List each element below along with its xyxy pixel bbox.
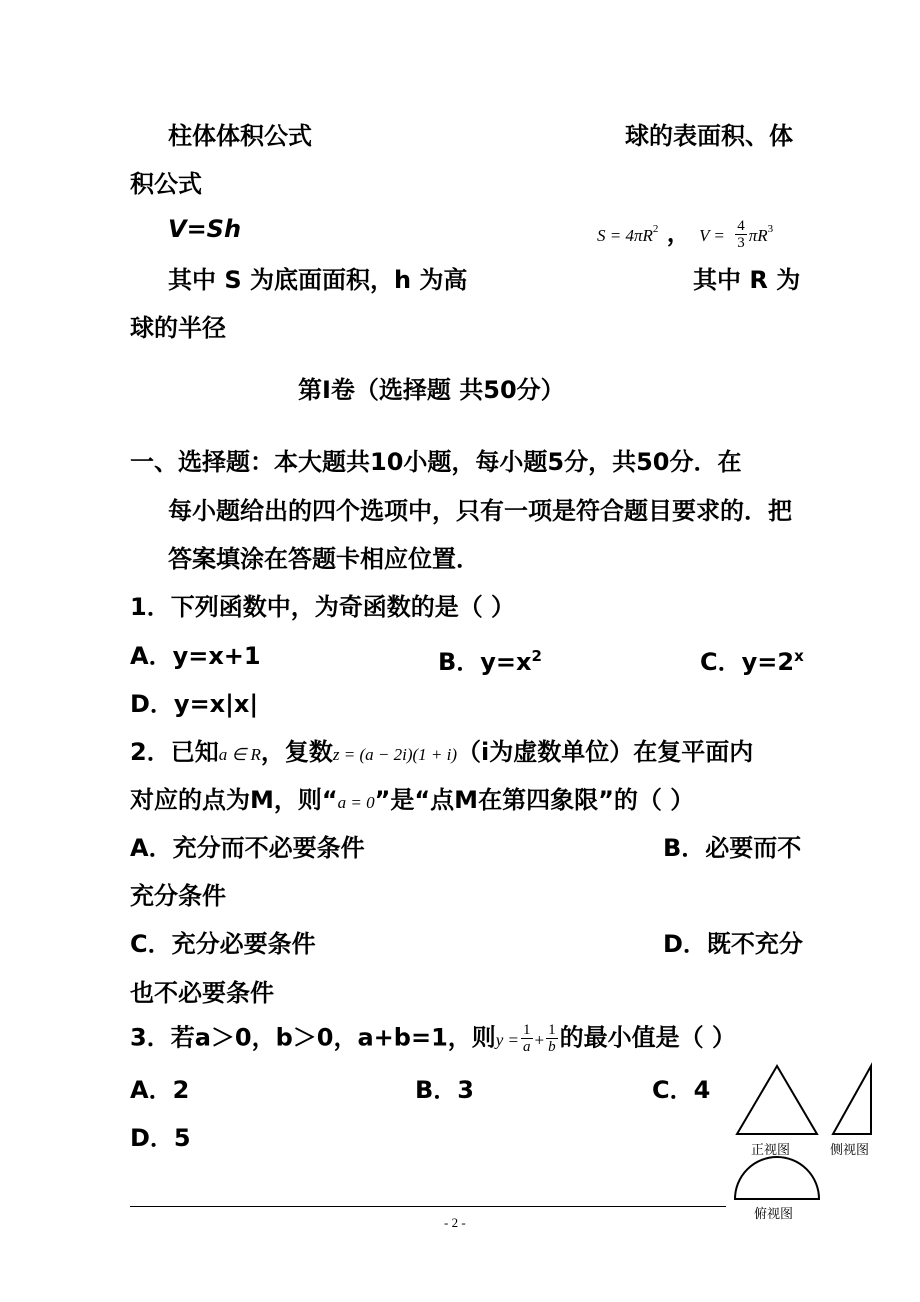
page-number: - 2 -: [444, 1215, 466, 1230]
instruction-line: 每小题给出的四个选项中，只有一项是符合题目要求的．把: [168, 497, 792, 525]
question-2-stem: 2．已知a ∈ R，复数z = (a − 2i)(1 + i)（i为虚数单位）在复平面内: [130, 738, 754, 766]
instruction-line: 答案填涂在答题卡相应位置．: [168, 545, 480, 573]
math-a-in-r: a ∈ R: [218, 745, 261, 764]
sphere-volume-formula: V =: [699, 226, 725, 245]
sphere-formula-note: 其中 R 为: [693, 266, 801, 294]
question-1-stem: 1．下列函数中，为奇函数的是（ ）: [130, 593, 516, 621]
prism-formula-title: 柱体体积公式: [168, 122, 312, 150]
math-complex-z: z = (a − 2i)(1 + i): [332, 745, 458, 764]
q2-option-d: D．既不充分: [663, 930, 803, 958]
front-view-label: 正视图: [751, 1143, 791, 1158]
section-title: 第Ⅰ卷（选择题 共50分）: [298, 376, 565, 404]
footer-rule: [130, 1206, 726, 1207]
prism-formula: V=Sh: [168, 215, 242, 243]
question-3-stem: 3．若a＞0，b＞0，a+b=1，则y = $\frac{1}{a}$ + $\frac{1}{b}$ 的最小值是（ ）: [130, 1022, 736, 1055]
q3-option-b: B．3: [415, 1076, 474, 1104]
side-view-label: 侧视图: [830, 1143, 870, 1158]
q1-option-a: A．y=x+1: [130, 642, 261, 670]
fraction-1-over-a: $\frac{1}{a}$: [523, 1022, 531, 1055]
q2-option-c: C．充分必要条件: [130, 930, 316, 958]
front-view-triangle: [737, 1066, 817, 1134]
q2-option-d-cont: 也不必要条件: [130, 979, 274, 1007]
q2-option-b-cont: 充分条件: [130, 882, 226, 910]
sphere-formula-title: 球的表面积、体: [625, 122, 793, 150]
q3-option-a: A．2: [130, 1076, 190, 1104]
math-a-eq-0: a = 0: [337, 793, 375, 812]
q2-option-a: A．充分而不必要条件: [130, 834, 365, 862]
instruction-line: 一、选择题：本大题共10小题，每小题5分，共50分．在: [130, 448, 742, 476]
q1-option-c: C．$y=2^x$: [700, 647, 804, 676]
three-view-figure: [725, 1060, 885, 1205]
top-view-semicircle: [735, 1157, 819, 1199]
q3-option-d: D．5: [130, 1124, 191, 1152]
sphere-surface-formula: S = 4πR: [597, 226, 653, 245]
prism-formula-note: 其中 S 为底面面积，h 为高: [168, 266, 468, 294]
question-2-stem-cont: 对应的点为M，则“a = 0”是“点M在第四象限”的（ ）: [130, 786, 695, 814]
sphere-formula: $S = 4\pi R^2$ ， V = $\frac{4}{3}$ $\pi R^3$: [597, 217, 774, 251]
top-view-label: 俯视图: [754, 1207, 794, 1222]
q1-option-d: D．y=x|x|: [130, 690, 259, 718]
sphere-formula-note-cont: 球的半径: [130, 314, 226, 342]
fraction-4-3: $\frac{4}{3}$: [737, 217, 745, 251]
fraction-1-over-b: $\frac{1}{b}$: [548, 1022, 556, 1055]
sphere-formula-title-cont: 积公式: [130, 170, 202, 198]
side-view-triangle: [833, 1066, 871, 1134]
q2-option-b: B．必要而不: [663, 834, 802, 862]
q3-option-c: C．4: [652, 1076, 711, 1104]
q1-option-b: B．$y=x^2$: [438, 647, 542, 676]
